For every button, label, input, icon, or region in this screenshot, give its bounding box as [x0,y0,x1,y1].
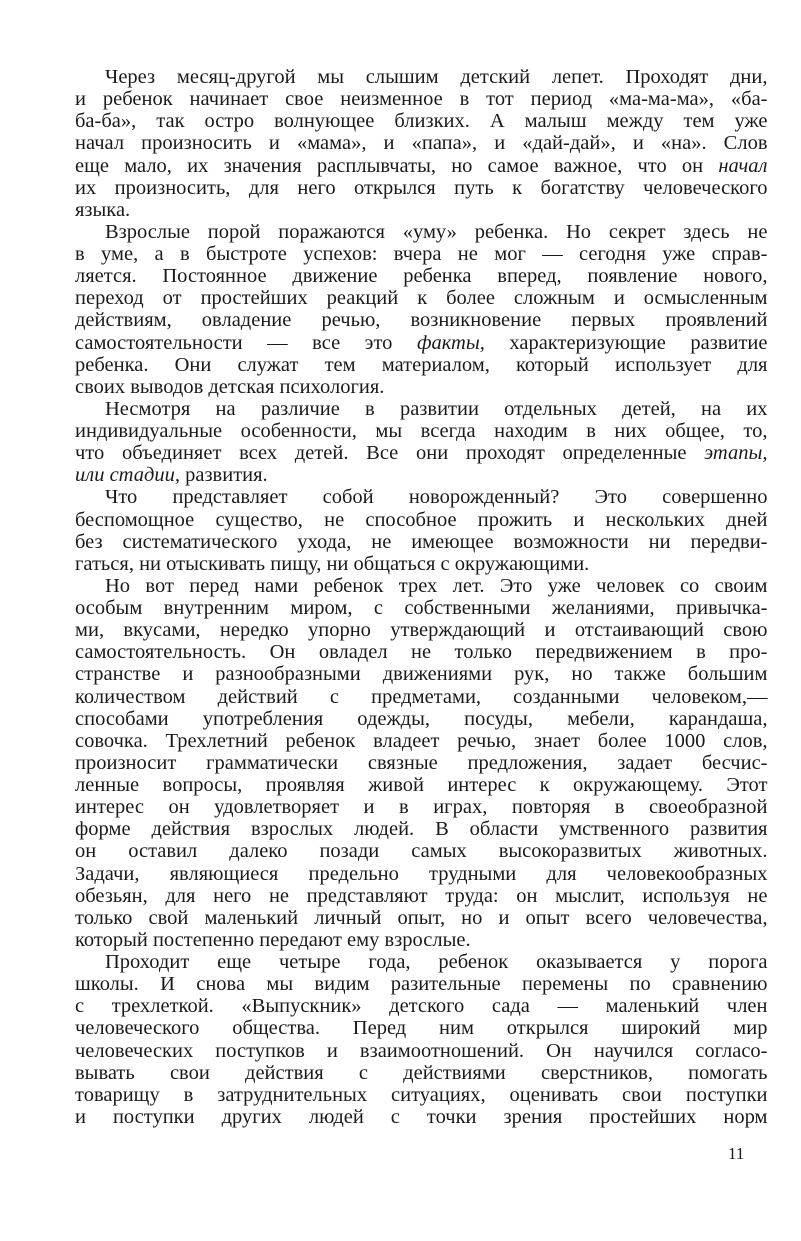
text-line [75,486,768,508]
text-line [75,641,768,663]
text-line [75,1084,768,1106]
text-segment: товарищу в затруднительных ситуациях, оценивать свои поступки [75,1083,768,1106]
text-segment: Несмотря на различие в развитии отдельных детей, на их [105,397,768,420]
text-line [75,265,768,287]
text-line [75,221,768,243]
text-line [75,309,768,331]
text-segment: характеризующие развитие [484,331,768,354]
text-segment: действиям, овладение речью, возникновение первых проявлений [75,309,768,332]
text-line [75,840,768,862]
text-line [75,398,768,420]
paragraph [75,398,768,487]
text-line [75,863,768,885]
text-segment: и ребенок начинает свое неизменное в тот период «ма-ма-ма», «ба- [75,88,768,111]
text-line [75,995,768,1017]
text-line [75,243,768,265]
text-segment: ребенка. Они служат тем материалом, который использует для [75,353,768,376]
italic-text: этапы, [704,442,768,465]
text-line [75,730,768,752]
text-line [75,509,768,531]
text-segment: количеством действий с предметами, созданными человеком,— [75,685,768,708]
text-segment: человеческого общества. Перед ним открылся широкий мир [75,1017,768,1040]
text-segment: вывать свои действия с действиями сверстников, помогать [75,1061,768,1084]
page-number: 11 [728,1144,745,1163]
text-segment: самостоятельности — все это [75,331,417,354]
text-line [75,951,768,973]
page-body-text [75,66,768,1128]
text-segment: ба-ба», так остро волнующее близких. А малыш между тем уже [75,110,768,133]
text-line [75,1062,768,1084]
text-segment: интерес он удовлетворяет и в играх, повторяя в своеобразной [75,796,768,819]
text-segment: что объединяет всех детей. Все они проходят определенные [75,442,705,465]
text-line [75,774,768,796]
paragraph [75,66,768,221]
text-line [75,420,768,442]
text-line [75,110,768,132]
italic-text: факты, [416,331,485,354]
text-line [75,929,768,951]
text-line [75,796,768,818]
text-segment: еще мало, их значения расплывчаты, но самое важное, что он [75,154,719,177]
text-segment: Но вот перед нами ребенок трех лет. Это уже человек со своим [105,574,768,597]
text-line [75,553,768,575]
text-segment: он оставил далеко позади самых высокоразвитых животных. [75,840,768,863]
text-segment: и поступки других людей с точки зрения простейших норм [75,1105,768,1128]
paragraph [75,221,768,398]
text-segment: Задачи, являющиеся предельно трудными для человекообразных [75,862,768,885]
text-segment: Проходит еще четыре года, ребенок оказывается у порога [105,951,768,973]
text-line [75,177,768,199]
text-segment: с трехлеткой. «Выпускник» детского сада — маленький член [75,995,768,1018]
text-segment: своих выводов детская психология. [75,375,385,398]
text-segment: человеческих поступков и взаимоотношений. Он научился согласо- [75,1039,768,1062]
text-line [75,88,768,110]
text-line [75,132,768,154]
text-segment: только свой маленький личный опыт, но и опыт всего человечества, [75,906,768,929]
text-line [75,531,768,553]
text-segment: ленные вопросы, проявляя живой интерес к окружающему. Этот [75,774,768,796]
italic-text: или стадии, [75,464,180,487]
text-segment: Через месяц-другой мы слышим детский лепет. Проходят дни, [105,66,768,88]
text-segment: в уме, а в быстроте успехов: вчера не мог — сегодня уже справ- [75,243,768,265]
paragraph [75,575,768,951]
text-segment: совочка. Трехлетний ребенок владеет речью, знает более 1000 слов, [75,729,768,752]
text-segment: языка. [75,198,131,221]
text-segment: школы. И снова мы видим разительные перемены по сравнению [75,973,768,996]
text-segment: особым внутренним миром, с собственными желаниями, привычка- [75,597,768,619]
text-line [75,818,768,840]
text-segment: произносит грамматически связные предложения, задает бесчис- [75,751,768,774]
text-line [75,973,768,995]
text-line [75,287,768,309]
text-line [75,686,768,708]
text-line [75,708,768,730]
text-segment: индивидуальные особенности, мы всегда находим в них общее, то, [75,420,768,442]
text-line [75,597,768,619]
text-line [75,575,768,597]
paragraph [75,951,768,1128]
italic-text: начал [718,154,768,177]
text-line [75,1040,768,1062]
text-line [75,464,768,486]
text-line [75,752,768,774]
text-segment: беспомощное существо, не способное прожить и нескольких дней [75,508,768,531]
paragraph [75,486,768,575]
text-segment: самостоятельность. Он овладел не только передвижением в про- [75,641,768,664]
text-line [75,332,768,354]
text-segment: форме действия взрослых людей. В области умственного развития [75,818,768,841]
text-segment: без систематического ухода, не имеющее возможности ни передви- [75,530,768,553]
text-line [75,1106,768,1128]
text-line [75,155,768,177]
text-segment: гаться, ни отыскивать пищу, ни общаться с окружающими. [75,552,590,575]
text-segment: который постепенно передают ему взрослые. [75,928,471,951]
text-segment: Взрослые порой поражаются «уму» ребенка. Но секрет здесь не [105,220,768,243]
text-segment: развития. [179,464,268,487]
text-segment: Что представляет собой новорожденный? Это совершенно [105,486,768,509]
text-line [75,885,768,907]
text-segment: обезьян, для него не представляют труда: он мыслит, используя не [75,884,768,907]
text-segment: ляется. Постоянное движение ребенка вперед, появление нового, [75,265,768,288]
text-line [75,663,768,685]
text-segment: переход от простейших реакций к более сложным и осмысленным [75,287,768,310]
text-segment: их произносить, для него открылся путь к богатству человеческого [75,176,768,199]
text-line [75,1017,768,1039]
text-segment: способами употребления одежды, посуды, мебели, карандаша, [75,707,768,730]
text-segment: ми, вкусами, нередко упорно утверждающий и отстаивающий свою [75,619,768,642]
text-segment: начал произносить и «мама», и «папа», и «дай-дай», и «на». Слов [75,132,768,155]
text-line [75,354,768,376]
text-line [75,199,768,221]
text-line [75,66,768,88]
text-line [75,442,768,464]
text-line [75,619,768,641]
text-segment: странстве и разнообразными движениями рук, но также большим [75,663,768,686]
text-line [75,907,768,929]
text-line [75,376,768,398]
